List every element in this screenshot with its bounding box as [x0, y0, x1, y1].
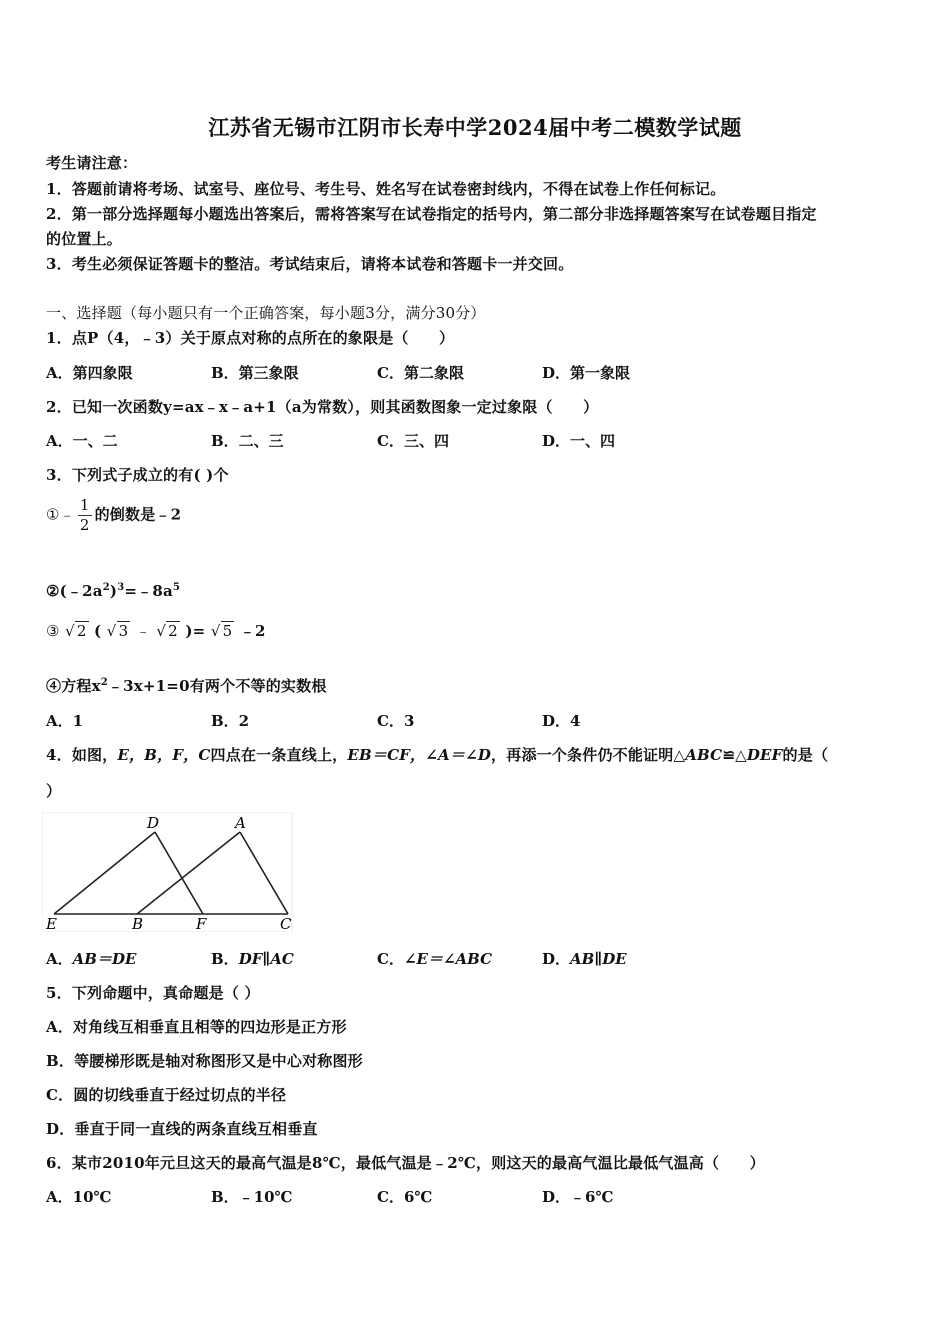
- sqrt-5: √ 5: [210, 622, 233, 640]
- q4-option-a: [46, 948, 136, 969]
- question-6-stem: 6．某市2010年元旦这天的最高气温是8℃，最低气温是﹣2℃，则这天的最高气温比最低气温高（ ）: [46, 1154, 765, 1172]
- q4-stem-part: 的是（: [782, 746, 829, 764]
- q3-statement-1: [46, 498, 181, 533]
- fraction-denominator: 2: [79, 516, 90, 534]
- notice-item: 2．第一部分选择题每小题选出答案后，需将答案写在试卷指定的括号内，第二部分非选择题答案写在试卷题目指定: [46, 205, 817, 223]
- sqrt-2: √ 2: [65, 622, 87, 640]
- q3-statement-4: [46, 675, 327, 696]
- q1-option-d: D．第一象限: [542, 364, 631, 382]
- q3-s1-prefix: ①﹣: [46, 505, 75, 524]
- radicand: 2: [168, 622, 178, 640]
- q5-option-d: D．垂直于同一直线的两条直线互相垂直: [46, 1120, 318, 1138]
- label-c: C: [280, 915, 292, 932]
- option-math: DF∥AC: [238, 950, 294, 968]
- q1-option-c: C．第二象限: [377, 364, 464, 382]
- q6-option-b: B．﹣10℃: [211, 1188, 293, 1206]
- option-letter: B．: [211, 950, 239, 968]
- q4-stem-part: 4．如图，: [46, 746, 118, 764]
- q4-option-b: [211, 948, 294, 969]
- q3-statement-3: [46, 620, 266, 641]
- sqrt-2: √ 2: [156, 622, 178, 640]
- q1-option-a: A．第四象限: [46, 364, 133, 382]
- notice-item: 3．考生必须保证答题卡的整洁。考试结束后，请将本试卷和答题卡一并交回。: [46, 255, 574, 273]
- q4-option-d: [542, 948, 627, 969]
- question-4-stem: [46, 744, 828, 765]
- radicand: 3: [118, 622, 129, 640]
- q4-stem-part: E，B，F，C: [117, 746, 211, 764]
- q2-option-a: A．一、二: [46, 432, 118, 450]
- q2-option-c: C．三、四: [377, 432, 449, 450]
- q3-option-b: B．2: [211, 712, 250, 730]
- section-heading: 一、选择题（每小题只有一个正确答案，每小题3分，满分30分）: [46, 304, 486, 322]
- option-letter: A．: [46, 950, 73, 968]
- q6-option-d: D．﹣6℃: [542, 1188, 614, 1206]
- question-1-stem: 1．点P（4，﹣3）关于原点对称的点所在的象限是（ ）: [46, 329, 455, 347]
- label-b: B: [132, 915, 144, 932]
- q3-option-a: A．1: [46, 712, 84, 730]
- q3-s2-part: ②(﹣2a: [46, 582, 103, 600]
- question-5-stem: 5．下列命题中，真命题是（ ）: [46, 984, 260, 1002]
- label-f: F: [196, 915, 207, 932]
- option-math: AB∥DE: [570, 950, 627, 968]
- q3-s2-part: ): [109, 582, 118, 600]
- q3-s4-part: ﹣3x+1=0有两个不等的实数根: [107, 677, 327, 695]
- q3-statement-2: [46, 580, 180, 601]
- label-a: A: [235, 814, 246, 832]
- question-2-stem: 2．已知一次函数y=ax﹣x﹣a+1（a为常数），则其函数图象一定过象限（ ）: [46, 398, 599, 416]
- notice-item: 1．答题前请将考场、试室号、座位号、考生号、姓名写在试卷密封线内，不得在试卷上作任何标记。: [46, 180, 726, 198]
- q6-option-c: C．6℃: [377, 1188, 433, 1206]
- exponent: 2: [102, 582, 110, 593]
- label-d: D: [147, 814, 160, 832]
- q6-option-a: A．10℃: [46, 1188, 112, 1206]
- option-letter: D．: [542, 950, 571, 968]
- q3-s3-suffix: ﹣2: [239, 622, 266, 640]
- q4-stem-close: ）: [46, 782, 62, 800]
- q4-stem-part: ≌△: [722, 746, 747, 764]
- q4-triangle-figure: [42, 812, 302, 932]
- question-3-stem: 3．下列式子成立的有( )个: [46, 466, 229, 484]
- q3-s1-suffix: 的倒数是﹣2: [94, 505, 182, 524]
- q4-stem-part: 四点在一条直线上，: [210, 746, 348, 764]
- equals: )=: [185, 622, 206, 640]
- fraction-numerator: 1: [79, 496, 90, 514]
- exponent: 3: [117, 582, 125, 593]
- q3-s4-part: ④方程x: [46, 677, 101, 695]
- q3-s2-part: =﹣8a: [124, 582, 173, 600]
- page-title: 江苏省无锡市江阴市长寿中学2024届中考二模数学试题: [208, 115, 742, 140]
- q3-option-d: D．4: [542, 712, 581, 730]
- q3-option-c: C．3: [377, 712, 415, 730]
- fraction: [78, 498, 92, 533]
- q4-stem-part: ABC: [685, 746, 723, 764]
- q2-option-d: D．一、四: [542, 432, 616, 450]
- notice-item: 的位置上。: [46, 230, 123, 248]
- option-math: AB＝DE: [72, 950, 137, 968]
- q4-option-c: [377, 948, 492, 969]
- q5-option-c: C．圆的切线垂直于经过切点的半径: [46, 1086, 287, 1104]
- q4-stem-part: ，再添一个条件仍不能证明△: [491, 746, 686, 764]
- q2-option-b: B．二、三: [211, 432, 284, 450]
- option-letter: C．: [377, 950, 404, 968]
- radicand: 2: [76, 622, 87, 640]
- exponent: 2: [100, 677, 108, 688]
- radicand: 5: [222, 622, 233, 640]
- q4-stem-part: EB＝CF，∠A＝∠D: [347, 746, 492, 764]
- paren: (: [94, 622, 102, 640]
- option-math: ∠E＝∠ABC: [403, 950, 493, 968]
- label-e: E: [46, 915, 57, 932]
- q3-s3-prefix: ③: [46, 622, 60, 640]
- exponent: 5: [172, 582, 181, 593]
- minus: ﹣: [135, 622, 151, 640]
- q1-option-b: B．第三象限: [211, 364, 299, 382]
- q5-option-a: A．对角线互相垂直且相等的四边形是正方形: [46, 1018, 347, 1036]
- sqrt-3: √ 3: [106, 622, 129, 640]
- q4-stem-part: DEF: [746, 746, 783, 764]
- q5-option-b: B．等腰梯形既是轴对称图形又是中心对称图形: [46, 1052, 363, 1070]
- notice-heading: 考生请注意：: [46, 154, 138, 172]
